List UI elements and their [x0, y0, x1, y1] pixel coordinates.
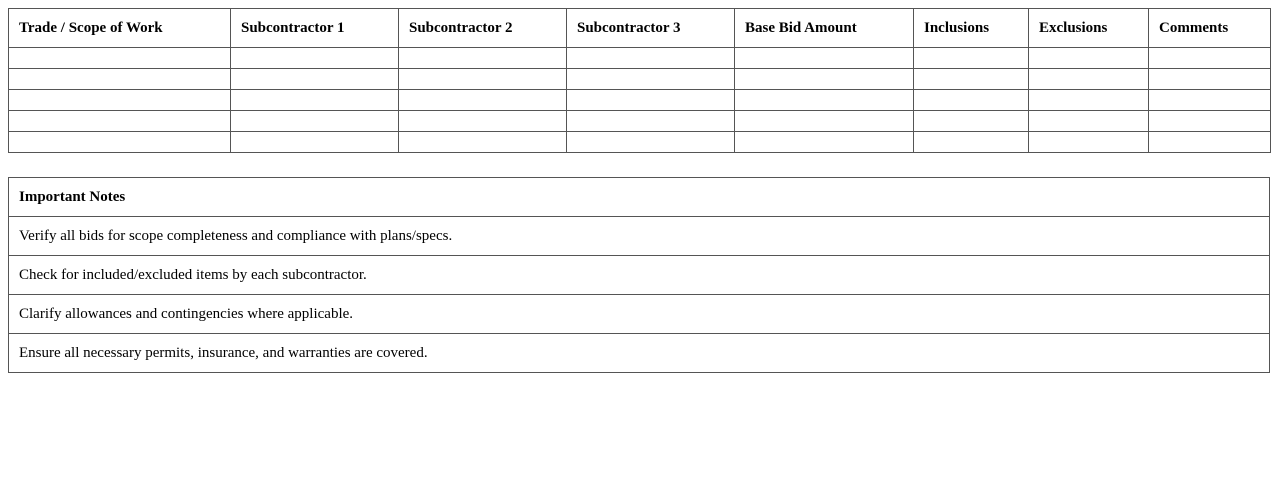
- bid-table-body: [9, 48, 1271, 153]
- header-inclusions: Inclusions: [914, 9, 1029, 48]
- notes-heading-row: [9, 178, 1270, 217]
- table-cell[interactable]: [9, 69, 231, 90]
- table-row: [9, 69, 1271, 90]
- table-cell[interactable]: [567, 69, 735, 90]
- table-cell[interactable]: [231, 111, 399, 132]
- table-cell[interactable]: [399, 111, 567, 132]
- table-cell[interactable]: [9, 132, 231, 153]
- table-cell[interactable]: [914, 111, 1029, 132]
- table-row: [9, 132, 1271, 153]
- table-cell[interactable]: [567, 111, 735, 132]
- table-cell[interactable]: [231, 69, 399, 90]
- table-cell[interactable]: [1149, 48, 1271, 69]
- table-cell[interactable]: [1029, 48, 1149, 69]
- table-cell[interactable]: [399, 132, 567, 153]
- table-row: [9, 90, 1271, 111]
- header-base-bid-amount: Base Bid Amount: [735, 9, 914, 48]
- table-cell[interactable]: [567, 132, 735, 153]
- table-cell[interactable]: [735, 69, 914, 90]
- table-cell[interactable]: [735, 111, 914, 132]
- header-subcontractor-2: Subcontractor 2: [399, 9, 567, 48]
- table-header-row: [9, 9, 1271, 48]
- table-cell[interactable]: [1149, 111, 1271, 132]
- table-cell[interactable]: [1029, 69, 1149, 90]
- important-notes-table: [8, 177, 1270, 373]
- table-cell[interactable]: [735, 90, 914, 111]
- header-comments: Comments: [1149, 9, 1271, 48]
- table-cell[interactable]: [1029, 90, 1149, 111]
- table-cell[interactable]: [1029, 111, 1149, 132]
- header-exclusions: Exclusions: [1029, 9, 1149, 48]
- note-item: Ensure all necessary permits, insurance, and warranties are covered.: [9, 334, 1270, 373]
- note-row: [9, 256, 1270, 295]
- note-item: Check for included/excluded items by each subcontractor.: [9, 256, 1270, 295]
- note-row: [9, 334, 1270, 373]
- bid-comparison-table: [8, 8, 1271, 153]
- table-cell[interactable]: [399, 90, 567, 111]
- table-cell[interactable]: [231, 90, 399, 111]
- note-item: Verify all bids for scope completeness and compliance with plans/specs.: [9, 217, 1270, 256]
- header-subcontractor-3: Subcontractor 3: [567, 9, 735, 48]
- header-trade-scope: Trade / Scope of Work: [9, 9, 231, 48]
- table-cell[interactable]: [1149, 69, 1271, 90]
- table-cell[interactable]: [567, 90, 735, 111]
- table-cell[interactable]: [9, 111, 231, 132]
- note-row: [9, 295, 1270, 334]
- table-row: [9, 111, 1271, 132]
- table-row: [9, 48, 1271, 69]
- table-cell[interactable]: [399, 69, 567, 90]
- table-cell[interactable]: [231, 48, 399, 69]
- table-cell[interactable]: [735, 48, 914, 69]
- table-cell[interactable]: [735, 132, 914, 153]
- notes-title: Important Notes: [9, 178, 1270, 217]
- header-subcontractor-1: Subcontractor 1: [231, 9, 399, 48]
- note-row: [9, 217, 1270, 256]
- table-cell[interactable]: [914, 69, 1029, 90]
- table-cell[interactable]: [9, 48, 231, 69]
- table-cell[interactable]: [1149, 132, 1271, 153]
- table-cell[interactable]: [914, 90, 1029, 111]
- table-cell[interactable]: [567, 48, 735, 69]
- table-cell[interactable]: [9, 90, 231, 111]
- table-cell[interactable]: [231, 132, 399, 153]
- table-cell[interactable]: [399, 48, 567, 69]
- table-cell[interactable]: [914, 132, 1029, 153]
- note-item: Clarify allowances and contingencies where applicable.: [9, 295, 1270, 334]
- table-cell[interactable]: [1149, 90, 1271, 111]
- table-cell[interactable]: [1029, 132, 1149, 153]
- table-cell[interactable]: [914, 48, 1029, 69]
